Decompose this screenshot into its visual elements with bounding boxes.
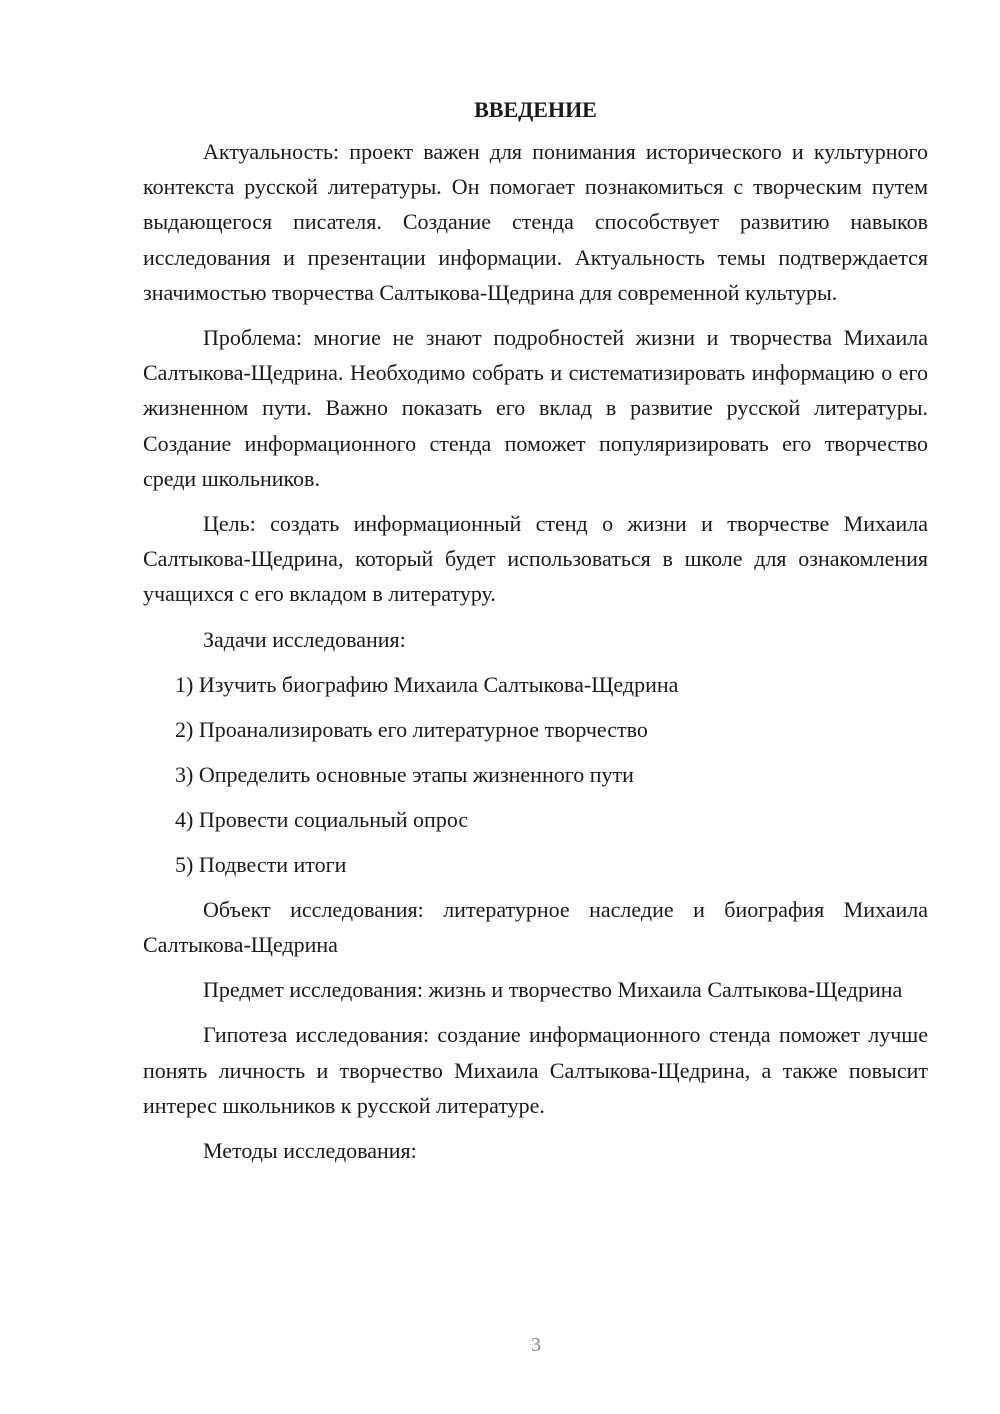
object-paragraph: Объект исследования: литературное наследие и биография Михаила Салтыкова-Щедрина — [143, 896, 928, 958]
tasks-heading: Задачи исследования: — [203, 626, 406, 652]
tasks-list — [143, 667, 928, 882]
hypothesis-paragraph: Гипотеза исследования: создание информационного стенда поможет лучше понять личность и творчество Михаила Салтыкова-Щедрина, а также повысит интерес школьников к русской литературе. — [143, 1022, 928, 1118]
relevance-paragraph: Актуальность: проект важен для понимания исторического и культурного контекста русской литературы. Он помогает познакомиться с творческим путем выдающегося писателя. Создание стенда способствует развитию навыков исследования и презентации информации. Актуальность темы подтверждается значимостью творчества Салтыкова-Щедрина для современной культуры. — [143, 139, 928, 305]
methods-heading: Методы исследования: — [203, 1138, 417, 1164]
task-item: 3) Определить основные этапы жизненного пути — [175, 761, 634, 787]
task-item: 4) Провести социальный опрос — [175, 806, 469, 832]
subject-paragraph: Предмет исследования: жизнь и творчество Михаила Салтыкова-Щедрина — [203, 977, 903, 1003]
task-item: 1) Изучить биографию Михаила Салтыкова-Щедрина — [175, 671, 679, 697]
document-page — [143, 94, 928, 1178]
task-item: 5) Подвести итоги — [175, 851, 347, 877]
page-number: 3 — [531, 1334, 541, 1356]
problem-paragraph: Проблема: многие не знают подробностей жизни и творчества Михаила Салтыкова-Щедрина. Необходимо собрать и систематизировать информацию о его жизненном пути. Важно показать его вклад в развитие русской литературы. Создание информационного стенда поможет популяризировать его творчество среди школьников. — [143, 325, 928, 491]
task-item: 2) Проанализировать его литературное творчество — [175, 716, 648, 742]
goal-paragraph: Цель: создать информационный стенд о жизни и творчестве Михаила Салтыкова-Щедрина, который будет использоваться в школе для ознакомления учащихся с его вкладом в литературу. — [143, 511, 928, 607]
section-title: ВВЕДЕНИЕ — [474, 97, 597, 122]
